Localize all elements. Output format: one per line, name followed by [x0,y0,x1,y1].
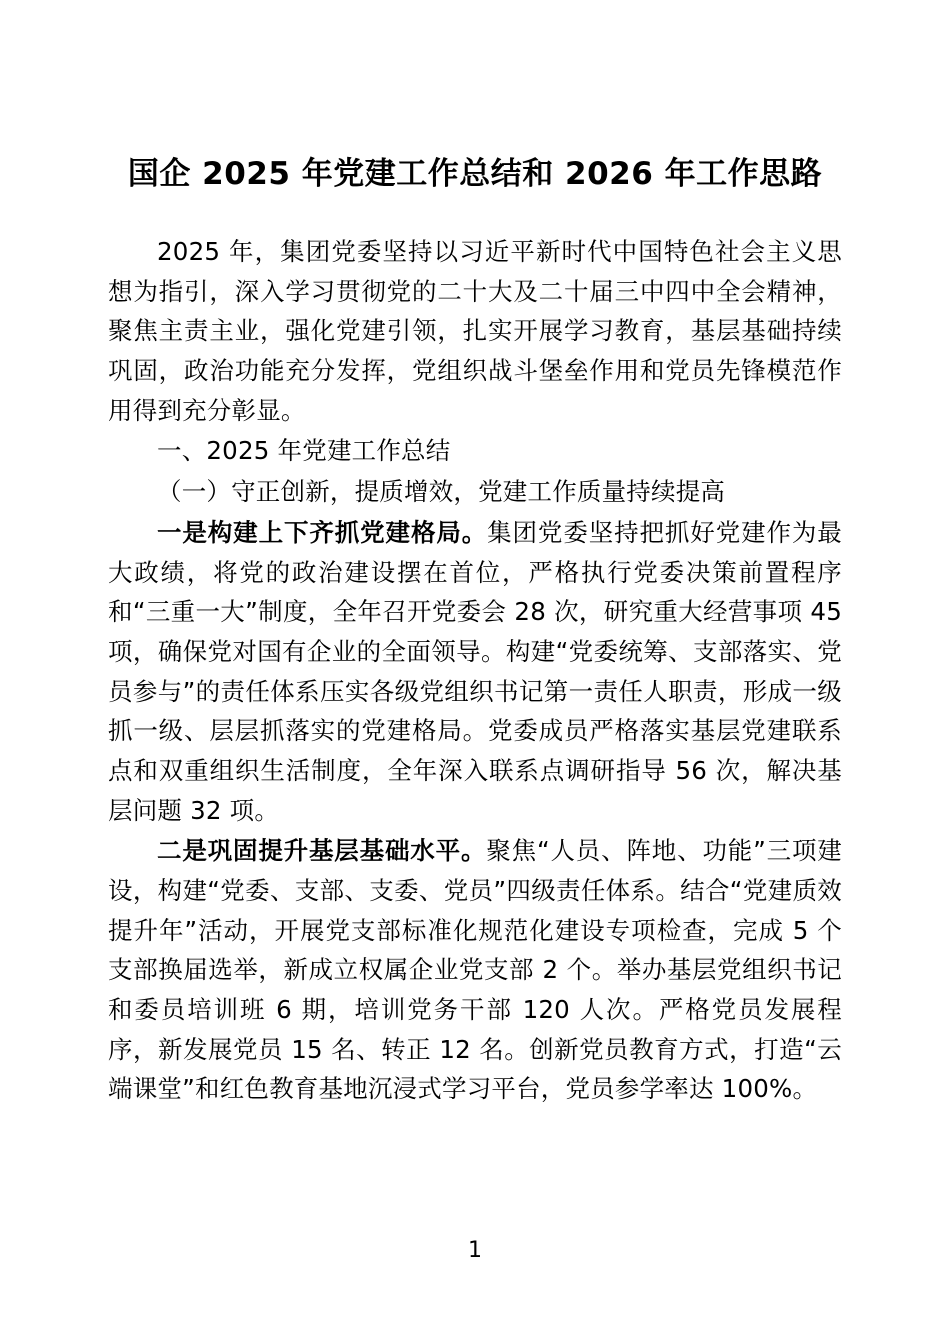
subsection-heading-one: （一）守正创新，提质增效，党建工作质量持续提高 [157,477,726,507]
paragraph-point-two [108,831,842,1109]
point-two-body: 聚焦“人员、阵地、功能”三项建设，构建“党委、支部、支委、党员”四级责任体系。结合“党建质效提升年”活动，开展党支部标准化规范化建设专项检查，完成 5 个支部换届选举，新成立权属企业党支部 2 个。举办基层党组织书记和委员培训班 6 期，培训党务干部 120 人次。严格党员发展程序，新发展党员 15 名、转正 12 名。创新党员教育方式，打造“云端课堂”和红色教育基地沉浸式学习平台，党员参学率达 100%。 [108,836,842,1104]
point-two-lead: 二是巩固提升基层基础水平。 [157,836,487,866]
page-number: 1 [468,1238,482,1263]
paragraph-intro: 2025 年，集团党委坚持以习近平新时代中国特色社会主义思想为指引，深入学习贯彻党的二十大及二十届三中四中全会精神，聚焦主责主业，强化党建引领，扎实开展学习教育，基层基础持续巩固，政治功能充分发挥，党组织战斗堡垒作用和党员先锋模范作用得到充分彰显。 [108,237,842,425]
section-heading-one: 一、2025 年党建工作总结 [157,436,451,466]
paragraph-point-one [108,513,842,831]
point-one-lead: 一是构建上下齐抓党建格局。 [157,517,488,547]
page-title: 国企 2025 年党建工作总结和 2026 年工作思路 [127,156,823,192]
point-one-body: 集团党委坚持把抓好党建作为最大政绩，将党的政治建设摆在首位，严格执行党委决策前置程序和“三重一大”制度，全年召开党委会 28 次，研究重大经营事项 45 项，确保党对国有企业的全面领导。构建“党委统筹、支部落实、党员参与”的责任体系压实各级党组织书记第一责任人职责，形成一级抓一级、层层抓落实的党建格局。党委成员严格落实基层党建联系点和双重组织生活制度，全年深入联系点调研指导 56 次，解决基层问题 32 项。 [108,517,842,825]
